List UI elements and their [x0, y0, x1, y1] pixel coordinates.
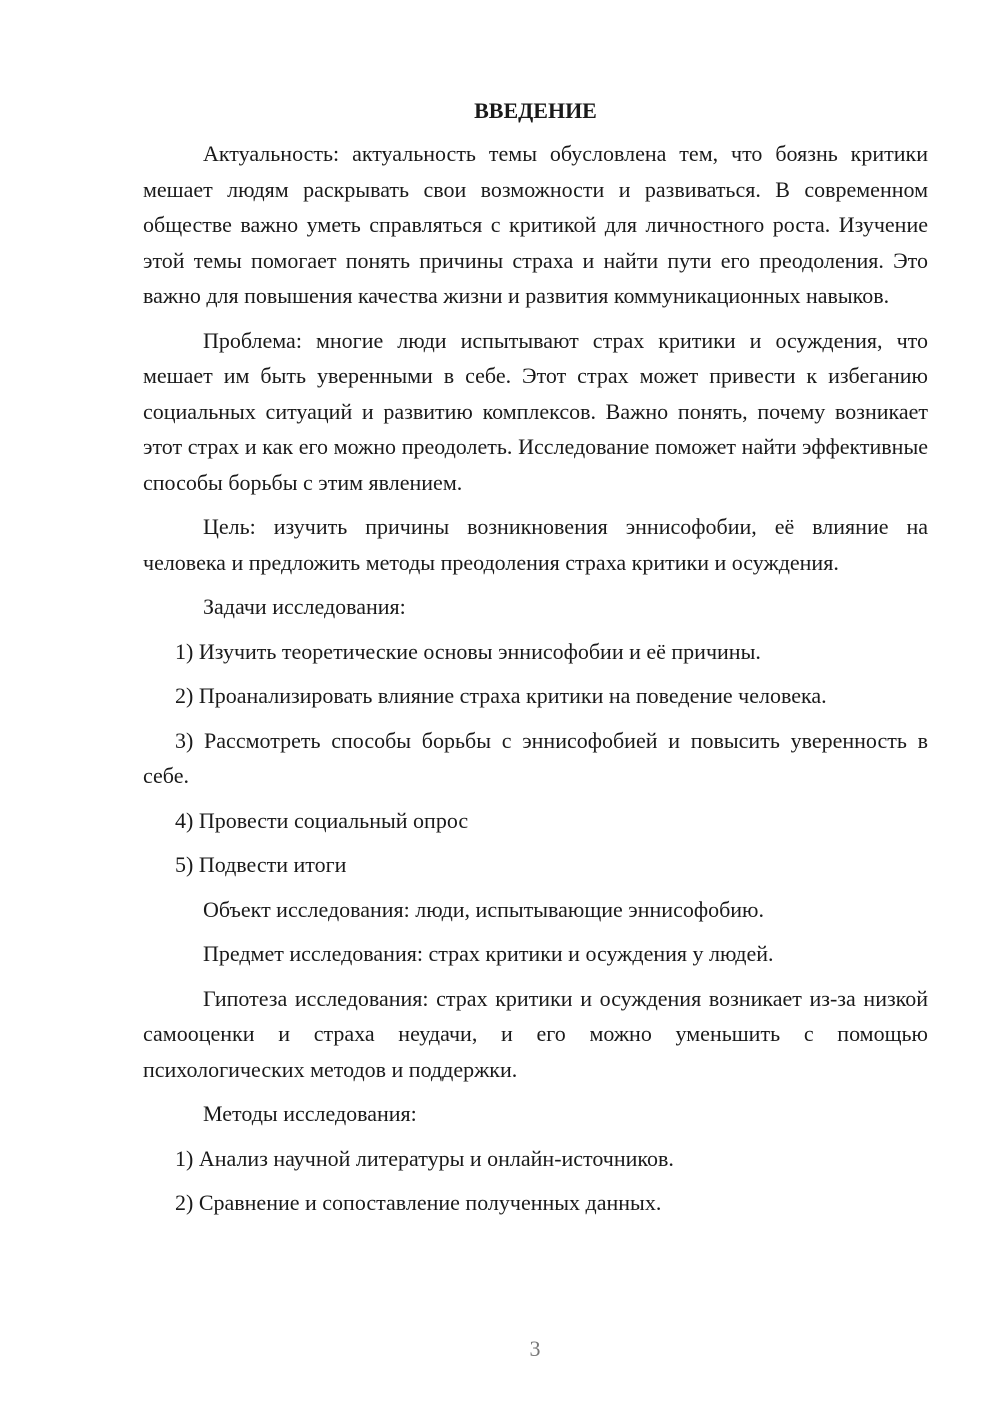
- page-title: ВВЕДЕНИЕ: [474, 98, 597, 123]
- relevance-paragraph: Актуальность: актуальность темы обусловлена тем, что боязнь критики мешает людям раскрывать свои возможности и развиваться. В современном обществе важно уметь справляться с критикой для личностного роста. Изучение этой темы помогает понять причины страха и найти пути его преодоления. Это важно для повышения качества жизни и развития коммуникационных навыков.: [143, 141, 928, 308]
- task-item: 2) Проанализировать влияние страха критики на поведение человека.: [175, 683, 827, 708]
- page-number: 3: [529, 1336, 541, 1361]
- page-content: [143, 94, 928, 1230]
- method-item: 1) Анализ научной литературы и онлайн-источников.: [175, 1145, 674, 1171]
- hypothesis-paragraph: Гипотеза исследования: страх критики и осуждения возникает из-за низкой самооценки и страха неудачи, и его можно уменьшить с помощью психологических методов и поддержки.: [143, 985, 928, 1082]
- tasks-heading: Задачи исследования:: [203, 594, 406, 619]
- task-item: 1) Изучить теоретические основы эннисофобии и её причины.: [175, 638, 761, 664]
- subject-paragraph: Предмет исследования: страх критики и осуждения у людей.: [203, 941, 774, 966]
- methods-heading: Методы исследования:: [203, 1101, 417, 1126]
- task-item: 4) Провести социальный опрос: [175, 807, 469, 833]
- problem-paragraph: Проблема: многие люди испытывают страх критики и осуждения, что мешает им быть уверенными в себе. Этот страх может привести к избеганию социальных ситуаций и развитию комплексов. Важно понять, почему возникает этот страх и как его можно преодолеть. Исследование поможет найти эффективные способы борьбы с этим явлением.: [143, 327, 928, 495]
- task-item: 5) Подвести итоги: [175, 852, 347, 877]
- goal-paragraph: Цель: изучить причины возникновения эннисофобии, её влияние на человека и предложить методы преодоления страха критики и осуждения.: [143, 514, 928, 575]
- object-paragraph: Объект исследования: люди, испытывающие эннисофобию.: [203, 896, 764, 922]
- method-item: 2) Сравнение и сопоставление полученных данных.: [175, 1190, 662, 1215]
- task-item: 3) Рассмотреть способы борьбы с эннисофобией и повысить уверенность в себе.: [143, 727, 928, 788]
